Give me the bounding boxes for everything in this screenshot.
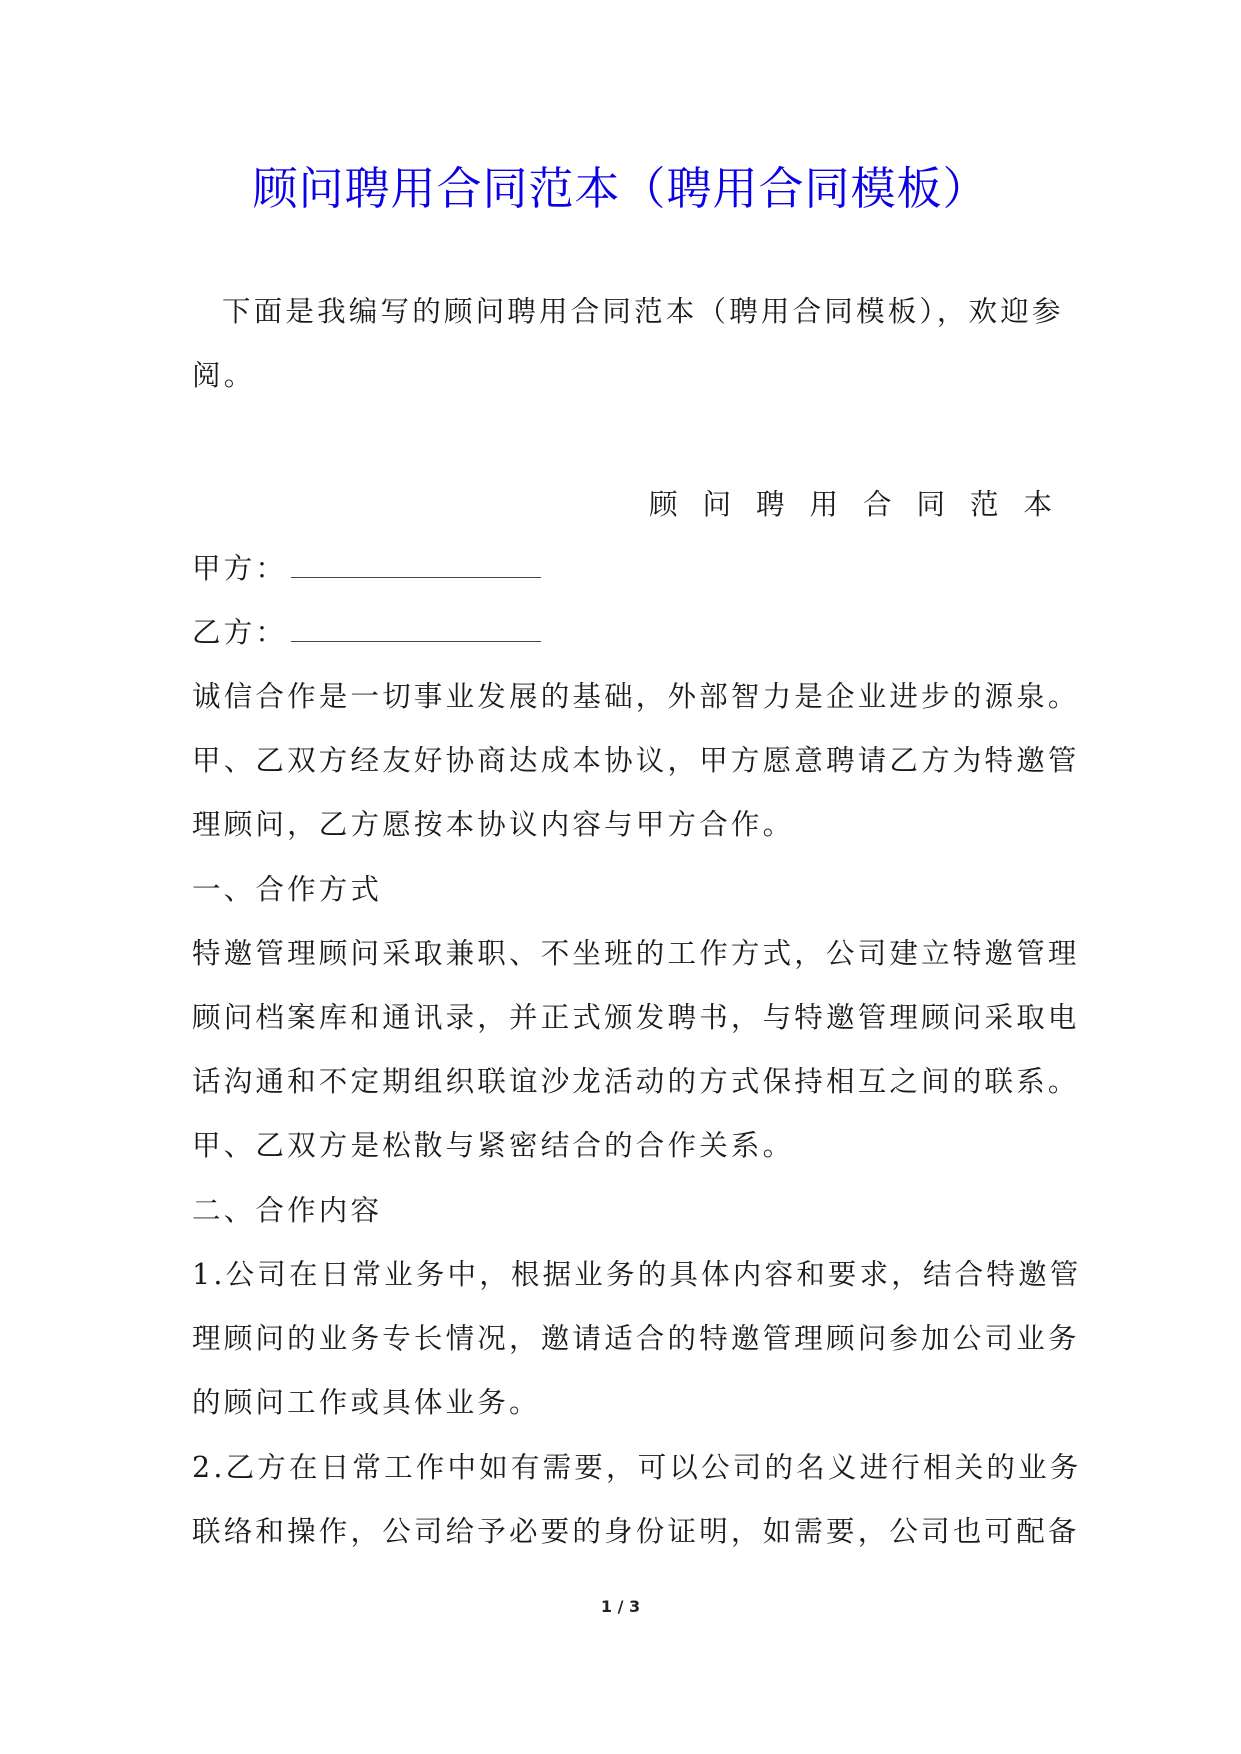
body-line-7: 话沟通和不定期组织联谊沙龙活动的方式保持相互之间的联系。 xyxy=(192,1065,1080,1098)
body-line-5: 特邀管理顾问采取兼职、不坐班的工作方式，公司建立特邀管理 xyxy=(192,937,1080,970)
document-title: 顾问聘用合同范本（聘用合同模板） xyxy=(252,162,989,215)
intro-line-1: 下面是我编写的顾问聘用合同范本（聘用合同模板），欢迎参 xyxy=(222,295,1064,328)
section-heading-2: 二、合作内容 xyxy=(192,1194,383,1227)
body-line-2: 甲、乙双方经友好协商达成本协议，甲方愿意聘请乙方为特邀管 xyxy=(192,744,1080,777)
contract-title: 顾问聘用合同范本 xyxy=(648,488,1077,521)
party-a-label: 甲方： xyxy=(192,552,288,585)
body-line-6: 顾问档案库和通讯录，并正式颁发聘书，与特邀管理顾问采取电 xyxy=(192,1001,1080,1034)
body-line-14: 联络和操作，公司给予必要的身份证明，如需要，公司也可配备 xyxy=(192,1515,1080,1548)
body-line-10: 1.公司在日常业务中，根据业务的具体内容和要求，结合特邀管 xyxy=(192,1258,1082,1291)
body-line-8: 甲、乙双方是松散与紧密结合的合作关系。 xyxy=(192,1129,795,1162)
body-line-3: 理顾问，乙方愿按本协议内容与甲方合作。 xyxy=(192,808,795,841)
party-a-line xyxy=(192,549,541,589)
body-line-11: 理顾问的业务专长情况，邀请适合的特邀管理顾问参加公司业务 xyxy=(192,1322,1080,1355)
page-number: 1 / 3 xyxy=(600,1597,641,1616)
party-b-blank xyxy=(291,617,541,642)
intro-line-2: 阅。 xyxy=(192,359,256,392)
body-line-13: 2.乙方在日常工作中如有需要，可以公司的名义进行相关的业务 xyxy=(192,1451,1082,1484)
party-b-line xyxy=(192,613,541,653)
party-b-label: 乙方： xyxy=(192,616,288,649)
party-a-blank xyxy=(291,553,541,578)
body-line-1: 诚信合作是一切事业发展的基础，外部智力是企业进步的源泉。 xyxy=(192,680,1080,713)
section-heading-1: 一、合作方式 xyxy=(192,873,383,906)
body-line-12: 的顾问工作或具体业务。 xyxy=(192,1386,541,1419)
